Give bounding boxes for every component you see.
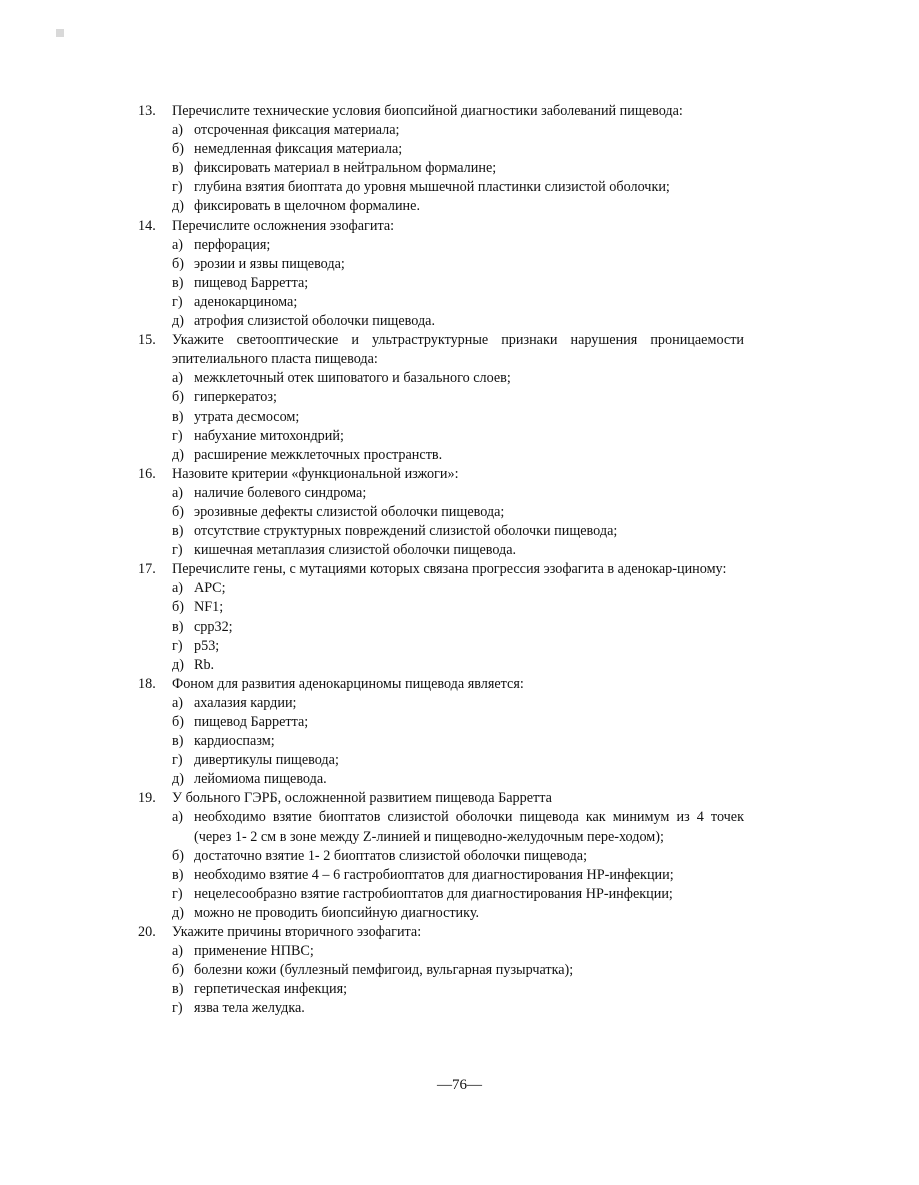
question-heading [138,923,744,942]
option-text: эрозивные дефекты слизистой оболочки пищевода; [194,503,505,520]
option-letter: в) [172,981,184,998]
option-letter: д) [172,771,184,788]
answer-option [138,236,744,255]
scan-corner-mark [56,29,64,37]
option-letter: в) [172,733,184,750]
question-text: Перечислите технические условия биопсийной диагностики заболеваний пищевода: [172,103,683,119]
option-letter: д) [172,198,184,215]
option-text: Rb. [194,656,215,673]
option-letter: в) [172,618,184,635]
option-text: NF1; [194,599,224,616]
answer-option [138,751,744,770]
option-text: пищевод Барретта; [194,714,309,730]
option-text: ахалазия кардии; [194,694,297,711]
answer-option [138,618,744,637]
question-heading [138,217,744,236]
question-heading [138,465,744,484]
option-letter: а) [172,943,184,960]
answer-option [138,866,744,885]
page-number: —76— [437,1077,482,1093]
answer-option [138,847,744,866]
answer-option [138,293,744,312]
option-text: глубина взятия биоптата до уровня мышечной пластинки слизистой оболочки; [194,179,670,196]
option-letter: б) [172,389,184,406]
answer-option [138,999,744,1018]
question-text: Укажите светооптические и ультраструктурные признаки нарушения проницаемости эпителиального пласта пищевода: [172,332,744,368]
option-text: кишечная метаплазия слизистой оболочки пищевода. [194,542,517,559]
answer-option [138,121,744,140]
option-letter: б) [172,847,184,864]
question-number: 18. [138,675,156,692]
answer-option [138,274,744,293]
option-text: дивертикулы пищевода; [194,752,339,769]
option-text: отсроченная фиксация материала; [194,122,400,139]
option-text: утрата десмосом; [194,408,300,425]
option-letter: б) [172,503,184,520]
answer-option [138,808,744,846]
answer-option [138,446,744,465]
option-text: отсутствие структурных повреждений слизистой оболочки пищевода; [194,523,618,540]
option-letter: б) [172,255,184,272]
answer-option [138,694,744,713]
answer-option [138,312,744,331]
option-letter: в) [172,523,184,540]
answer-option [138,522,744,541]
question-20 [138,923,744,1018]
answer-option [138,656,744,675]
option-letter: а) [172,694,184,711]
question-heading [138,331,744,369]
option-letter: а) [172,484,184,501]
option-letter: г) [172,179,183,196]
answer-option [138,427,744,446]
option-text: лейомиома пищевода. [194,771,327,788]
answer-option [138,408,744,427]
option-letter: б) [172,962,184,979]
option-text: герпетическая инфекция; [194,981,348,998]
question-number: 13. [138,103,156,119]
answer-option [138,503,744,522]
option-text: язва тела желудка. [194,1000,305,1017]
answer-option [138,961,744,980]
answer-option [138,598,744,617]
option-letter: г) [172,885,183,902]
answer-option [138,541,744,560]
answer-option [138,369,744,388]
option-text: p53; [194,637,220,654]
option-text: APC; [194,580,226,597]
question-18 [138,675,744,790]
option-letter: г) [172,1000,183,1017]
option-letter: а) [172,580,184,597]
option-text: пищевод Барретта; [194,274,309,291]
question-text: Назовите критерии «функциональной изжоги»: [172,465,459,482]
option-letter: г) [172,427,183,444]
option-text: кардиоспазм; [194,733,275,750]
option-letter: г) [172,637,183,654]
answer-option [138,197,744,216]
question-14 [138,217,744,332]
answer-option [138,885,744,904]
option-letter: в) [172,160,184,177]
option-letter: б) [172,599,184,616]
question-number: 17. [138,561,156,578]
option-text: расширение межклеточных пространств. [194,446,443,463]
question-text: У больного ГЭРБ, осложненной развитием пищевода Барретта [172,790,552,807]
option-text: немедленная фиксация материала; [194,141,403,158]
option-letter: б) [172,714,184,730]
question-19 [138,789,744,923]
answer-option [138,637,744,656]
question-number: 15. [138,332,156,349]
question-heading [138,789,744,808]
option-text: фиксировать в щелочном формалине. [194,198,420,215]
option-text: можно не проводить биопсийную диагностику. [194,904,480,921]
option-text: применение НПВС; [194,943,314,960]
question-heading [138,102,744,121]
answer-option [138,770,744,789]
option-text: эрозии и язвы пищевода; [194,255,345,272]
answer-option [138,388,744,407]
option-text: фиксировать материал в нейтральном формалине; [194,160,497,177]
question-number: 16. [138,465,156,482]
option-letter: в) [172,866,184,883]
question-13 [138,102,744,217]
answer-option [138,484,744,503]
answer-option [138,713,744,732]
answer-option [138,159,744,178]
question-number: 20. [138,924,156,941]
option-letter: а) [172,236,184,253]
option-text: болезни кожи (буллезный пемфигоид, вульгарная пузырчатка); [194,962,574,979]
option-letter: в) [172,274,184,291]
question-text: Фоном для развития аденокарциномы пищевода является: [172,675,524,692]
option-letter: г) [172,542,183,559]
option-text: межклеточный отек шиповатого и базального слоев; [194,370,511,387]
question-15 [138,331,744,465]
option-text: нецелесообразно взятие гастробиоптатов для диагностирования HP-инфекции; [194,885,673,902]
question-heading [138,675,744,694]
answer-option [138,178,744,197]
question-number: 14. [138,217,156,234]
question-heading [138,560,744,579]
question-17 [138,560,744,675]
option-text: наличие болевого синдрома; [194,484,367,501]
option-letter: а) [172,370,184,387]
option-letter: г) [172,752,183,769]
option-text: необходимо взятие биоптатов слизистой оболочки пищевода как минимум из 4 точек (через 1- 2 см в зоне между Z-линией и пищеводно-желудочным пере-ходом); [194,809,744,845]
answer-option [138,904,744,923]
answer-option [138,579,744,598]
question-list [138,102,744,1019]
option-letter: д) [172,656,184,673]
option-text: cpp32; [194,618,233,635]
option-letter: д) [172,313,184,330]
option-text: набухание митохондрий; [194,427,344,444]
question-number: 19. [138,790,156,807]
option-text: гиперкератоз; [194,389,277,406]
option-letter: д) [172,446,184,463]
option-letter: б) [172,141,184,158]
option-letter: в) [172,408,184,425]
answer-option [138,140,744,159]
question-text: Перечислите осложнения эзофагита: [172,217,395,234]
option-text: аденокарцинома; [194,293,298,310]
option-text: достаточно взятие 1- 2 биоптатов слизистой оболочки пищевода; [194,847,588,864]
option-letter: д) [172,904,184,921]
option-text: необходимо взятие 4 – 6 гастробиоптатов для диагностирования HP-инфекции; [194,866,674,883]
question-text: Перечислите гены, с мутациями которых связана прогрессия эзофагита в аденокар-циному: [172,561,727,578]
option-letter: а) [172,122,184,139]
option-text: атрофия слизистой оболочки пищевода. [194,313,436,330]
question-text: Укажите причины вторичного эзофагита: [172,924,422,941]
answer-option [138,980,744,999]
question-16 [138,465,744,560]
option-letter: а) [172,809,184,826]
answer-option [138,942,744,961]
answer-option [138,255,744,274]
option-text: перфорация; [194,236,271,253]
answer-option [138,732,744,751]
option-letter: г) [172,293,183,310]
